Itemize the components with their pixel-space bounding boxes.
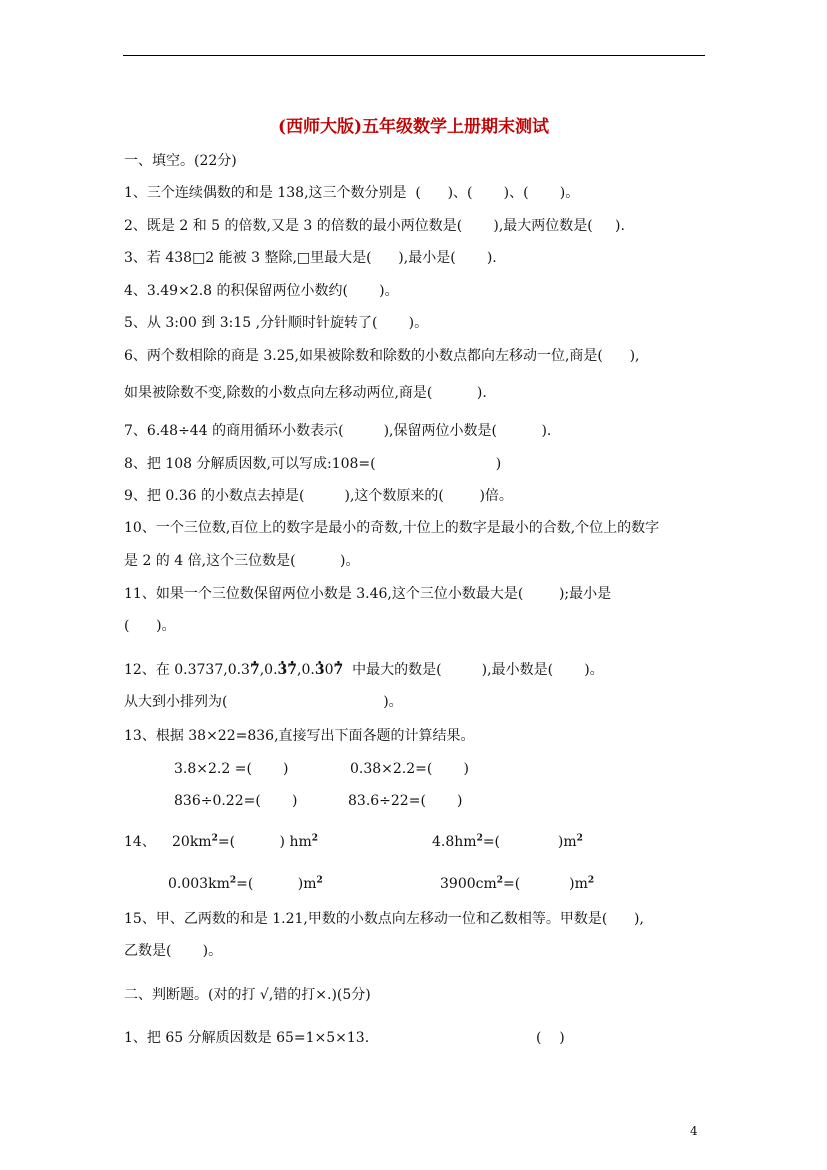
q14-unit: 20km <box>172 834 212 850</box>
q14-conversion-2 <box>432 832 583 852</box>
q12-repeat-digit: · 7 <box>250 662 260 678</box>
q14-blank: =( )m <box>236 876 317 892</box>
question-6-line-1: 6、两个数相除的商是 3.25,如果被除数和除数的小数点都向左移动一位,商是( ), <box>124 348 640 364</box>
q13-calc-3: 836÷0.22=( ) <box>174 793 298 809</box>
section-heading-fill: 一、填空。(22分) <box>124 153 237 169</box>
question-6-line-2: 如果被除数不变,除数的小数点向左移动两位,商是( ). <box>124 385 487 401</box>
q12-separator: ,0. <box>297 662 315 678</box>
q13-calc-4: 83.6÷22=( ) <box>348 793 463 809</box>
question-4: 4、3.49×2.8 的积保留两位小数约( )。 <box>124 283 399 299</box>
question-9: 9、把 0.36 的小数点去掉是( ),这个数原来的( )倍。 <box>124 488 513 504</box>
q13-calc-2: 0.38×2.2=( ) <box>350 761 469 777</box>
q14-blank: =( ) hm <box>217 834 312 850</box>
header-rule <box>123 55 705 56</box>
q14-unit: 4.8hm <box>432 834 477 850</box>
question-1: 1、三个连续偶数的和是 138,这三个数分别是 ( )、( )、( )。 <box>124 185 580 201</box>
question-2: 2、既是 2 和 5 的倍数,又是 3 的倍数的最小两位数是( ),最大两位数是( ). <box>124 218 625 234</box>
q12-repeat-digit: · 7 <box>334 662 344 678</box>
superscript: 2 <box>476 833 483 844</box>
q12-separator: ,0. <box>259 662 278 678</box>
page-title: (西师大版)五年级数学上册期末测试 <box>277 117 550 137</box>
question-12-line-2: 从大到小排列为( )。 <box>124 694 403 710</box>
question-11-line-2: ( )。 <box>124 618 176 634</box>
superscript: 2 <box>229 875 237 886</box>
q13-calc-1: 3.8×2.2 =( ) <box>174 761 289 777</box>
q14-conversion-4 <box>440 874 594 894</box>
question-10-line-1: 10、一个三位数,百位上的数字是最小的奇数,十位上的数字是最小的合数,个位上的数字 <box>124 520 660 536</box>
q14-conversion-3 <box>168 874 323 894</box>
q14-conversion-1 <box>172 832 318 852</box>
judge-1: 1、把 65 分解质因数是 65=1×5×13. <box>124 1030 370 1046</box>
question-15-line-2: 乙数是( )。 <box>124 943 223 959</box>
superscript: 2 <box>316 875 323 886</box>
question-11-line-1: 11、如果一个三位数保留两位小数是 3.46,这个三位小数最大是( );最小是 <box>124 586 612 602</box>
superscript: 2 <box>576 833 583 844</box>
question-14-label: 14、 <box>124 834 156 850</box>
q12-repeat-digit: · 7 <box>287 662 297 678</box>
question-3: 3、若 438□2 能被 3 整除,□里最大是( ),最小是( ). <box>124 250 497 266</box>
q12-digit: 0 <box>324 662 334 678</box>
superscript: 2 <box>311 833 319 844</box>
page-number: 4 <box>690 1124 698 1138</box>
question-7: 7、6.48÷44 的商用循环小数表示( ),保留两位小数是( ). <box>124 423 552 439</box>
superscript: 2 <box>211 833 218 844</box>
q14-blank: =( )m <box>482 834 577 850</box>
superscript: 2 <box>496 875 504 886</box>
q12-suffix: 中最大的数是( ),最小数是( )。 <box>343 662 604 678</box>
q12-repeat-digit: · 3 <box>315 662 325 678</box>
q14-unit: 0.003km <box>168 876 230 892</box>
question-10-line-2: 是 2 的 4 倍,这个三位数是( )。 <box>124 553 360 569</box>
section-heading-judge: 二、判断题。(对的打 √,错的打×.)(5分) <box>124 987 371 1003</box>
question-12-line-1 <box>124 660 604 680</box>
q12-prefix: 12、在 0.3737,0.3 <box>124 662 250 678</box>
question-13: 13、根据 38×22=836,直接写出下面各题的计算结果。 <box>124 728 475 744</box>
q12-repeat-digit: · 3 <box>278 662 288 678</box>
question-8: 8、把 108 分解质因数,可以写成:108=( ) <box>124 456 502 472</box>
q14-blank: =( )m <box>503 876 588 892</box>
question-5: 5、从 3:00 到 3:15 ,分针顺时针旋转了( )。 <box>124 315 429 331</box>
question-15-line-1: 15、甲、乙两数的和是 1.21,甲数的小数点向左移动一位和乙数相等。甲数是( ), <box>124 911 644 927</box>
judge-1-answer-box: ( ) <box>536 1030 565 1046</box>
superscript: 2 <box>587 875 595 886</box>
q14-unit: 3900cm <box>440 876 497 892</box>
